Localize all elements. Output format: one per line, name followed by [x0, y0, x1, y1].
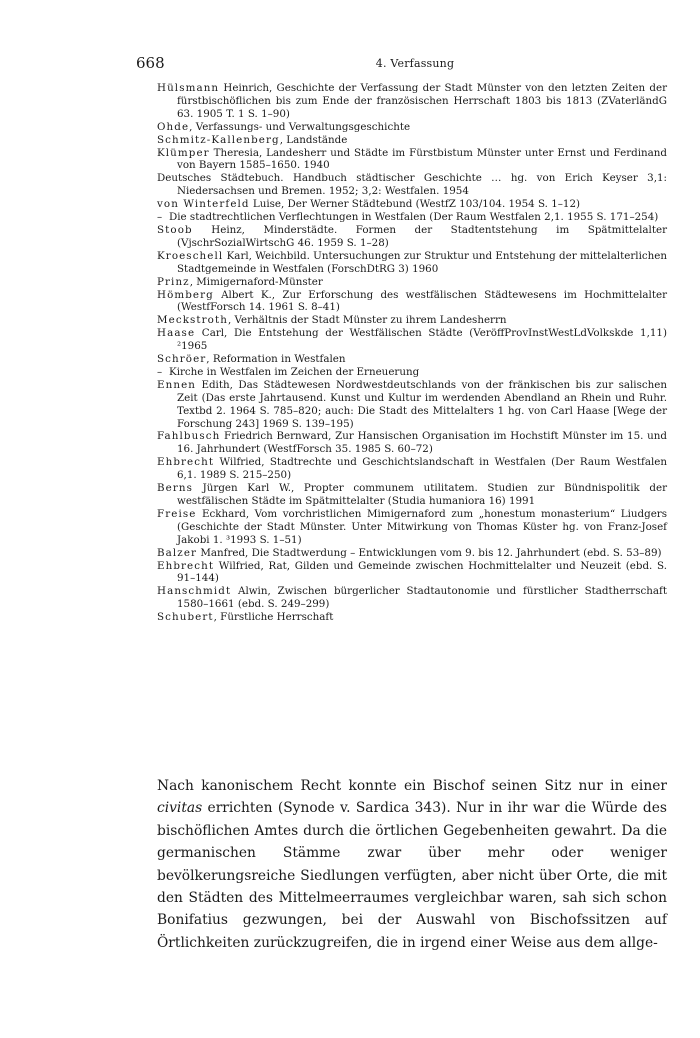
- entry-text: Karl, Weichbild. Untersuchungen zur Struktur und Entstehung der mittelalterlichen Stadtgemeinde in Westfalen (ForschDtRG 3) 1960: [177, 249, 667, 275]
- entry-text: Albert K., Zur Erforschung des westfälischen Städtewesens im Hochmittelalter (WestfForsch 14. 1961 S. 8–41): [177, 288, 667, 314]
- page-number: 668: [136, 54, 165, 72]
- entry-text: Wilfried, Rat, Gilden und Gemeinde zwischen Hochmittelalter und Neuzeit (ebd. S. 91–144): [177, 559, 667, 585]
- bibliography-entry: [157, 314, 667, 327]
- entry-text: Friedrich Bernward, Zur Hansischen Organisation im Hochstift Münster im 15. und 16. Jahrhundert (WestfForsch 35. 1985 S. 60–72): [177, 430, 667, 456]
- bibliography-entry: [157, 147, 667, 173]
- entry-author: Ohde: [157, 120, 190, 133]
- entry-text: , Verhältnis der Stadt Münster zu ihrem Landesherrn: [227, 314, 507, 327]
- entry-text: Carl, Die Entstehung der Westfälischen Städte (VeröffProvInstWestLdVolkskde 1,11) ²1965: [177, 327, 667, 353]
- entry-text: , Reformation in Westfalen: [206, 353, 346, 366]
- entry-author: Hanschmidt: [157, 585, 232, 598]
- bibliography-entry: [157, 379, 667, 431]
- entry-author: Schröer: [157, 353, 207, 366]
- entry-text: Eckhard, Vom vorchristlichen Mimigernaford zum „honestum monasterium“ Liudgers (Geschichte der Stadt Münster. Unter Mitwirkung von Thomas Küster hg. von Franz-Josef Jakobi 1. ³1993 S. 1–51): [177, 507, 667, 546]
- entry-text: Theresia, Landesherr und Städte im Fürstbistum Münster unter Ernst und Ferdinand von Bayern 1585–1650. 1940: [177, 146, 667, 172]
- bibliography-entry: [157, 250, 667, 276]
- bibliography-entry: [157, 82, 667, 121]
- entry-text: Kirche in Westfalen im Zeichen der Erneuerung: [169, 365, 420, 378]
- bibliography-entry: [157, 547, 667, 560]
- entry-text: Heinz, Minderstädte. Formen der Stadtentstehung im Spätmittelalter (VjschrSozialWirtschG 46. 1959 S. 1–28): [177, 223, 667, 249]
- bibliography-entry: [157, 482, 667, 508]
- bibliography-entry: [157, 198, 667, 211]
- bibliography-entry: [157, 366, 667, 379]
- bibliography-entry: [157, 327, 667, 353]
- entry-author: Meckstroth: [157, 314, 228, 327]
- bibliography-entry: [157, 430, 667, 456]
- bibliography-entry: [157, 134, 667, 147]
- bibliography-entry: [157, 560, 667, 586]
- entry-author: Stoob: [157, 223, 193, 236]
- entry-text: Manfred, Die Stadtwerdung – Entwicklungen vom 9. bis 12. Jahrhundert (ebd. S. 53–89): [197, 546, 662, 559]
- bibliography-entry: [157, 289, 667, 315]
- entry-text: Edith, Das Städtewesen Nordwestdeutschlands von der fränkischen bis zur salischen Zeit (Das erste Jahrtausend. Kunst und Kultur im werdenden Abendland an Rhein und Ruhr. Textbd 2. 1964 S. 785–820; auch: Die Stadt des Mittelalters 1 hg. von Carl Haase [Wege der Forschung 243] 1969 S. 139–195): [177, 378, 667, 430]
- entry-author: Berns: [157, 482, 193, 495]
- entry-text: , Fürstliche Herrschaft: [213, 611, 334, 624]
- entry-author: Fahlbusch: [157, 430, 221, 443]
- bibliography-entry: [157, 211, 667, 224]
- entry-text: , Verfassungs- und Verwaltungsgeschichte: [189, 120, 411, 133]
- entry-text: Alwin, Zwischen bürgerlicher Stadtautonomie und fürstlicher Stadtherrschaft 1580–1661 (ebd. S. 249–299): [177, 585, 667, 611]
- bibliography-entry: [157, 353, 667, 366]
- running-title: 4. Verfassung: [375, 57, 455, 70]
- entry-author: Ehbrecht: [157, 559, 215, 572]
- bibliography-entry: [157, 508, 667, 547]
- entry-text: Jürgen Karl W., Propter communem utilitatem. Studien zur Bündnispolitik der westfälischen Städte im Spätmittelalter (Studia humaniora 16) 1991: [177, 482, 667, 507]
- entry-author: Kroeschell: [157, 249, 224, 262]
- bibliography-entry: [157, 456, 667, 482]
- entry-author: Schubert: [157, 611, 214, 624]
- entry-text: Die stadtrechtlichen Verflechtungen in Westfalen (Der Raum Westfalen 2,1. 1955 S. 171–254): [169, 211, 659, 224]
- entry-text: , Mimigernaford-Münster: [189, 275, 323, 288]
- body-text-rest: errichten (Synode v. Sardica 343). Nur in ihr war die Würde des bischöflichen Amtes durch die örtlichen Gegebenheiten gewahrt. Da die germanischen Stämme zwar über mehr oder weniger bevölkerungsreiche Siedlungen verfügten, aber nicht über Orte, die mit den Städten des Mittelmeerraumes vergleichbar waren, sah sich schon Bonifatius gezwungen, bei der Auswahl von Bischofssitzen auf Örtlichkeiten zurückzugreifen, die in irgend einer Weise aus dem allge-: [157, 800, 667, 951]
- entry-text: Deutsches Städtebuch. Handbuch städtischer Geschichte … hg. von Erich Keyser 3,1: Niedersachsen und Bremen. 1952; 3,2: Westfalen. 1954: [157, 172, 667, 198]
- repeat-author-dash: –: [157, 365, 163, 378]
- repeat-author-dash: –: [157, 211, 163, 224]
- bibliography-entry: [157, 585, 667, 611]
- bibliography-entry: [157, 121, 667, 134]
- bibliography-entry: [157, 276, 667, 289]
- body-paragraph: [157, 775, 667, 954]
- entry-author: Freise: [157, 507, 197, 520]
- entry-author: Balzer: [157, 546, 198, 559]
- bibliography-entry: [157, 611, 667, 624]
- entry-author: Hülsmann: [157, 82, 220, 94]
- entry-text: Heinrich, Geschichte der Verfassung der Stadt Münster von den letzten Zeiten der fürstbischöflichen bis zum Ende der französischen Herrschaft 1803 bis 1813 (ZVaterländG 63. 1905 T. 1 S. 1–90): [177, 82, 667, 120]
- entry-text: , Landstände: [279, 133, 348, 146]
- bibliography-entry: [157, 172, 667, 198]
- entry-author: Hömberg: [157, 288, 214, 301]
- entry-author: Schmitz-Kallenberg: [157, 133, 280, 146]
- bibliography-list: [157, 82, 667, 624]
- entry-author: Prinz: [157, 275, 190, 288]
- entry-text: Luise, Der Werner Städtebund (WestfZ 103/104. 1954 S. 1–12): [249, 198, 581, 211]
- entry-author: Ehbrecht: [157, 456, 215, 469]
- bibliography-entry: [157, 224, 667, 250]
- entry-author: Haase: [157, 327, 196, 340]
- entry-author: von Winterfeld: [157, 198, 250, 211]
- entry-author: Klümper: [157, 146, 210, 159]
- entry-author: Ennen: [157, 378, 197, 391]
- entry-text: Wilfried, Stadtrechte und Geschichtslandschaft in Westfalen (Der Raum Westfalen 6,1. 1989 S. 215–250): [177, 456, 667, 482]
- body-text-start: Nach kanonischem Recht konnte ein Bischof seinen Sitz nur in einer: [157, 778, 667, 794]
- italic-term: civitas: [157, 800, 203, 817]
